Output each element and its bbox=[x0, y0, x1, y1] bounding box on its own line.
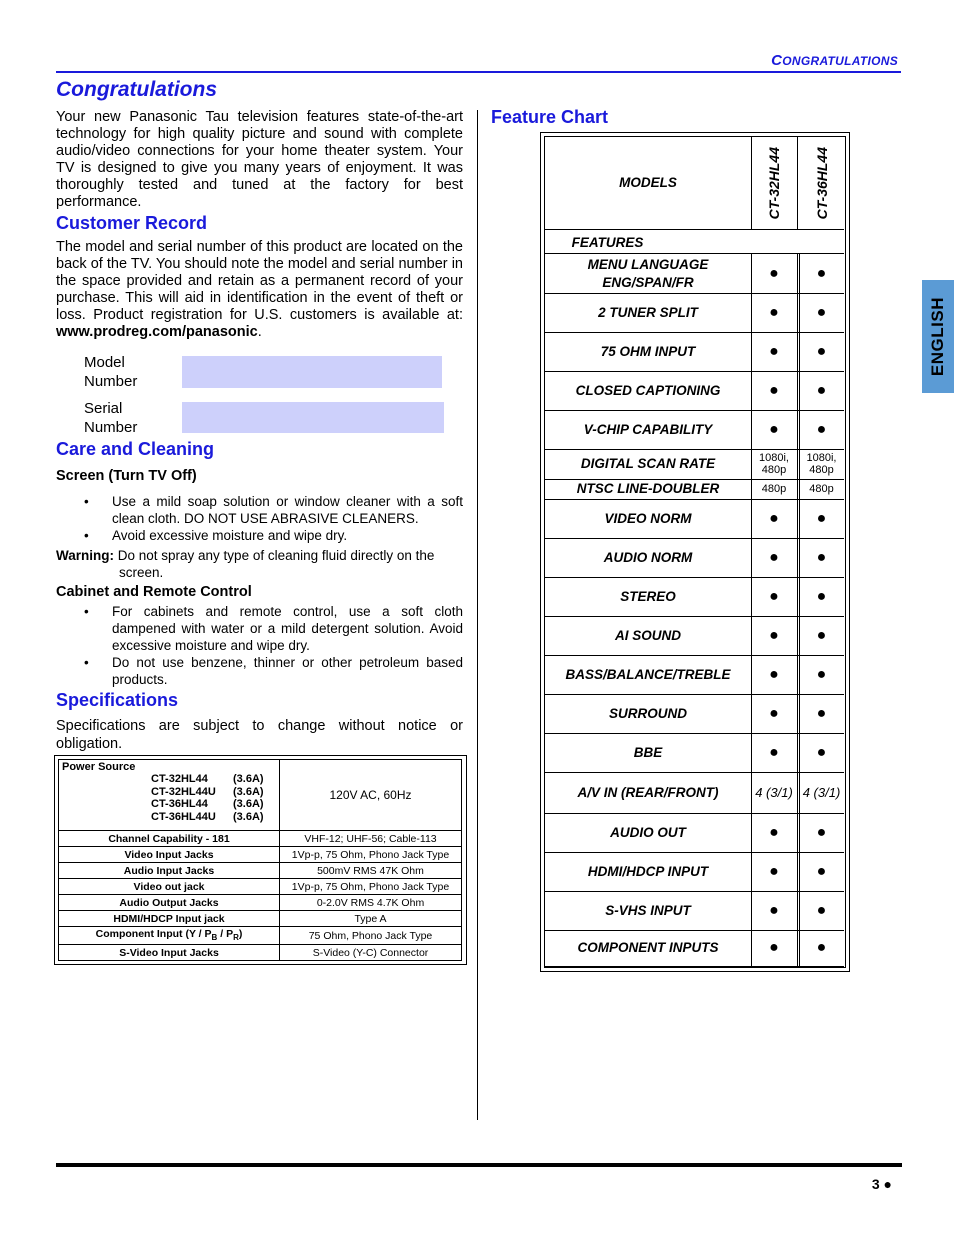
feature-name: AI SOUND bbox=[614, 627, 681, 643]
chart-rule bbox=[751, 137, 752, 229]
feature-name: S-VHS INPUT bbox=[605, 902, 691, 918]
feature-value-model-1: ● bbox=[769, 264, 779, 282]
intro-paragraph: Your new Panasonic Tau television features state-of-the-art technology for high quality picture and sound with complete audio/video connections for your home theater system. Your TV is designed to give you many years of enjoyment. It was thoroughly tested and tuned at the factory for best performance. bbox=[56, 109, 463, 210]
table-row: S-Video Input Jacks S-Video (Y-C) Connector bbox=[59, 945, 462, 961]
care-cleaning-heading: Care and Cleaning bbox=[56, 439, 215, 459]
chart-rule bbox=[799, 254, 800, 966]
model-number-field[interactable] bbox=[182, 356, 442, 388]
screen-subheading: Screen (Turn TV Off) bbox=[56, 468, 197, 484]
feature-value-model-2: ● bbox=[816, 862, 827, 880]
feature-name: CLOSED CAPTIONING bbox=[575, 382, 721, 398]
table-row: Video Input Jacks 1Vp-p, 75 Ohm, Phono Jack Type bbox=[59, 847, 462, 863]
feature-value-model-1: ● bbox=[769, 665, 779, 683]
feature-value-model-2: ● bbox=[816, 823, 827, 841]
feature-name: SURROUND bbox=[608, 705, 687, 721]
feature-value-model-1: ● bbox=[769, 743, 779, 761]
feature-value-model-2: ● bbox=[816, 901, 827, 919]
feature-value-model-2: ● bbox=[816, 704, 827, 722]
chart-rule bbox=[797, 137, 798, 229]
feature-value-model-1: ● bbox=[769, 381, 779, 399]
feature-value-model-2: ● bbox=[816, 548, 827, 566]
power-source-value: 120V AC, 60Hz bbox=[280, 760, 462, 831]
feature-value-model-1: ● bbox=[769, 342, 779, 360]
warning-note: Warning: Do not spray any type of cleaning fluid directly on the bbox=[56, 548, 435, 563]
feature-value-model-1: ● bbox=[769, 862, 779, 880]
power-source-cell: Power Source CT-32HL44 (3.6A) CT-32HL44U (3.6A) CT-36HL44 (3.6A) CT-36HL44U (3.6A) bbox=[59, 760, 280, 831]
feature-name: VIDEO NORM bbox=[604, 510, 692, 526]
feature-name: BASS/BALANCE/TREBLE bbox=[565, 666, 731, 682]
registration-url[interactable]: www.prodreg.com/panasonic bbox=[56, 324, 258, 340]
feature-value-model-1: ● bbox=[769, 509, 779, 527]
feature-value-model-1: ● bbox=[769, 548, 779, 566]
feature-name: NTSC LINE-DOUBLER bbox=[576, 481, 720, 496]
feature-value-model-1: ● bbox=[769, 626, 779, 644]
feature-value-model-1: ● bbox=[769, 823, 779, 841]
feature-name: AUDIO NORM bbox=[603, 549, 693, 565]
feature-name: 2 TUNER SPLIT bbox=[598, 304, 698, 320]
chart-rule bbox=[797, 254, 798, 966]
feature-name: BBE bbox=[633, 744, 663, 760]
chart-rule bbox=[751, 254, 752, 966]
feature-value-model-1: ● bbox=[769, 420, 779, 438]
feature-name: COMPONENT INPUTS bbox=[577, 940, 719, 955]
specifications-heading: Specifications bbox=[56, 690, 179, 710]
table-row: Channel Capability - 181 VHF-12; UHF-56; Cable-113 bbox=[59, 831, 462, 847]
feature-name: AUDIO OUT bbox=[610, 824, 686, 840]
customer-record-heading: Customer Record bbox=[56, 213, 208, 233]
feature-value-model-2: ● bbox=[816, 587, 827, 605]
header-rule bbox=[56, 71, 901, 73]
page-title: Congratulations bbox=[56, 78, 217, 101]
feature-value-model-1: 1080i, 480p bbox=[759, 452, 789, 476]
footer-rule bbox=[56, 1163, 902, 1167]
page-number: 3 ● bbox=[871, 1176, 892, 1192]
specifications-paragraph: Specifications are subject to change without notice or obligation. bbox=[56, 718, 463, 752]
language-tab: ENGLISH bbox=[922, 280, 954, 393]
feature-value-model-1: ● bbox=[769, 939, 779, 956]
features-label: FEATURES bbox=[571, 234, 644, 250]
feature-name: MENU LANGUAGE ENG/SPAN/FR bbox=[587, 256, 709, 290]
list-item: • For cabinets and remote control, use a soft cloth dampened with water or a mild detergent solution. Avoid excessive moisture and wipe dry. bbox=[84, 604, 463, 653]
feature-value-model-1: 4 (3/1) bbox=[755, 784, 793, 800]
table-row: Video out jack 1Vp-p, 75 Ohm, Phono Jack Type bbox=[59, 879, 462, 895]
list-item: • Do not use benzene, thinner or other petroleum based products. bbox=[84, 655, 463, 687]
feature-name: 75 OHM INPUT bbox=[600, 343, 696, 359]
running-header: CONGRATULATIONS bbox=[771, 52, 898, 69]
table-row: Component Input $(Y / P_B / P_R)$ 75 Ohm, Phono Jack Type bbox=[59, 927, 462, 945]
model-column-1: CT-32HL44 bbox=[766, 146, 782, 220]
chart-rule bbox=[545, 966, 844, 967]
models-label: MODELS bbox=[619, 175, 677, 190]
cabinet-subheading: Cabinet and Remote Control bbox=[56, 584, 252, 600]
table-row: Audio Input Jacks 500mV RMS 47K Ohm bbox=[59, 863, 462, 879]
table-row: HDMI/HDCP Input jack Type A bbox=[59, 911, 462, 927]
feature-value-model-1: ● bbox=[769, 901, 779, 919]
list-item: • Use a mild soap solution or window cleaner with a soft clean cloth. DO NOT USE ABRASIVE CLEANERS. bbox=[84, 494, 463, 526]
feature-name: A/V IN (REAR/FRONT) bbox=[577, 784, 719, 800]
feature-value-model-2: ● bbox=[816, 342, 827, 360]
table-row: Audio Output Jacks 0-2.0V RMS 4.7K Ohm bbox=[59, 895, 462, 911]
feature-value-model-2: ● bbox=[816, 264, 827, 282]
chart-rule bbox=[545, 229, 844, 230]
serial-number-field[interactable] bbox=[182, 402, 444, 433]
feature-name: DIGITAL SCAN RATE bbox=[580, 456, 716, 471]
feature-value-model-2: 1080i, 480p bbox=[806, 452, 837, 476]
model-number-label: Model Number bbox=[84, 354, 138, 390]
feature-value-model-2: ● bbox=[816, 303, 827, 321]
feature-value-model-2: 4 (3/1) bbox=[802, 784, 841, 800]
feature-value-model-2: ● bbox=[816, 509, 827, 527]
feature-value-model-2: ● bbox=[816, 665, 827, 683]
table-row bbox=[59, 760, 462, 831]
feature-value-model-1: 480p bbox=[761, 483, 787, 495]
feature-value-model-1: ● bbox=[769, 704, 779, 722]
list-item: • Avoid excessive moisture and wipe dry. bbox=[84, 528, 348, 543]
spec-table bbox=[58, 759, 462, 961]
feature-value-model-2: 480p bbox=[809, 483, 834, 495]
feature-value-model-2: ● bbox=[816, 381, 827, 399]
warning-note-continued: screen. bbox=[119, 565, 164, 580]
feature-name: V-CHIP CAPABILITY bbox=[583, 421, 713, 437]
feature-name: HDMI/HDCP INPUT bbox=[587, 863, 709, 879]
feature-value-model-2: ● bbox=[816, 939, 827, 956]
feature-value-model-1: ● bbox=[769, 303, 779, 321]
feature-value-model-2: ● bbox=[816, 743, 827, 761]
serial-number-label: Serial Number bbox=[84, 400, 138, 436]
column-divider bbox=[477, 110, 478, 1120]
feature-value-model-1: ● bbox=[769, 587, 779, 605]
feature-value-model-2: ● bbox=[816, 626, 827, 644]
feature-name: STEREO bbox=[620, 588, 676, 604]
feature-value-model-2: ● bbox=[816, 420, 827, 438]
feature-chart-heading: Feature Chart bbox=[491, 107, 609, 127]
model-column-2: CT-36HL44 bbox=[813, 146, 830, 220]
customer-record-paragraph: The model and serial number of this product are located on the back of the TV. You should note the model and serial number in the space provided and retain as a permanent record of your purchase. This will aid in identification in the event of theft or loss. Product registration for U.S. customers is available at: www.prodreg.com/panasonic. bbox=[56, 239, 463, 340]
